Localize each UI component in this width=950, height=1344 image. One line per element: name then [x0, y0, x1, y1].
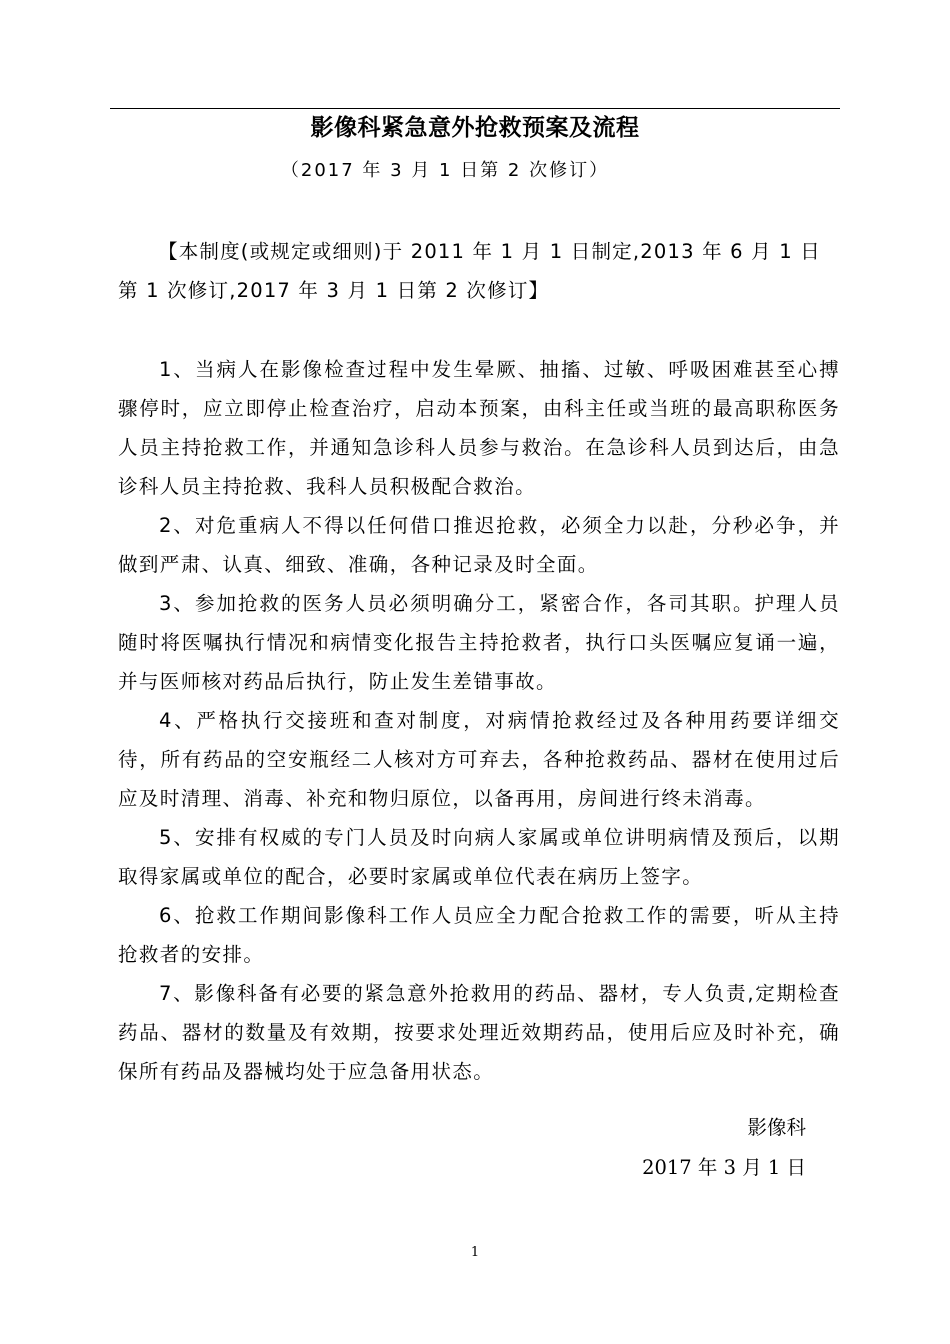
- paragraph-5: 5、安排有权威的专门人员及时向病人家属或单位讲明病情及预后，以期取得家属或单位的配合，必要时家属或单位代表在病历上签字。: [118, 826, 840, 888]
- revision-subtitle: （2017 年 3 月 1 日第 2 次修订）: [280, 160, 610, 181]
- paragraph-6: 6、抢救工作期间影像科工作人员应全力配合抢救工作的需要，听从主持抢救者的安排。: [118, 904, 840, 966]
- signature-department: 影像科: [747, 1116, 806, 1139]
- paragraph-3: 3、参加抢救的医务人员必须明确分工，紧密合作，各司其职。护理人员随时将医嘱执行情况和病情变化报告主持抢救者，执行口头医嘱应复诵一遍，并与医师核对药品后执行，防止发生差错事故。: [118, 592, 840, 693]
- document-body: [118, 350, 840, 1091]
- paragraph-7: 7、影像科备有必要的紧急意外抢救用的药品、器材，专人负责,定期检查药品、器材的数量及有效期，按要求处理近效期药品，使用后应及时补充，确保所有药品及器械均处于应急备用状态。: [118, 982, 840, 1083]
- paragraph-4: 4、严格执行交接班和查对制度，对病情抢救经过及各种用药要详细交待，所有药品的空安瓶经二人核对方可弃去，各种抢救药品、器材在使用过后应及时清理、消毒、补充和物归原位，以备再用，房间进行终未消毒。: [118, 709, 840, 810]
- regulation-statement-text: 【本制度(或规定或细则)于 2011 年 1 月 1 日制定,2013 年 6 月 1 日第 1 次修订,2017 年 3 月 1 日第 2 次修订】: [118, 240, 821, 302]
- document-title: 影像科紧急意外抢救预案及流程: [310, 115, 640, 141]
- regulation-statement: [118, 232, 840, 310]
- paragraph-1: 1、当病人在影像检查过程中发生晕厥、抽搐、过敏、呼吸困难甚至心搏骤停时，应立即停止检查治疗，启动本预案，由科主任或当班的最高职称医务人员主持抢救工作，并通知急诊科人员参与救治。在急诊科人员到达后，由急诊科人员主持抢救、我科人员积极配合救治。: [118, 358, 840, 498]
- page-number: 1: [470, 1245, 480, 1260]
- paragraph-2: 2、对危重病人不得以任何借口推迟抢救，必须全力以赴，分秒必争，并做到严肃、认真、细致、准确，各种记录及时全面。: [118, 514, 840, 576]
- signature-date: 2017 年 3 月 1 日: [642, 1156, 806, 1179]
- header-rule: [110, 108, 840, 109]
